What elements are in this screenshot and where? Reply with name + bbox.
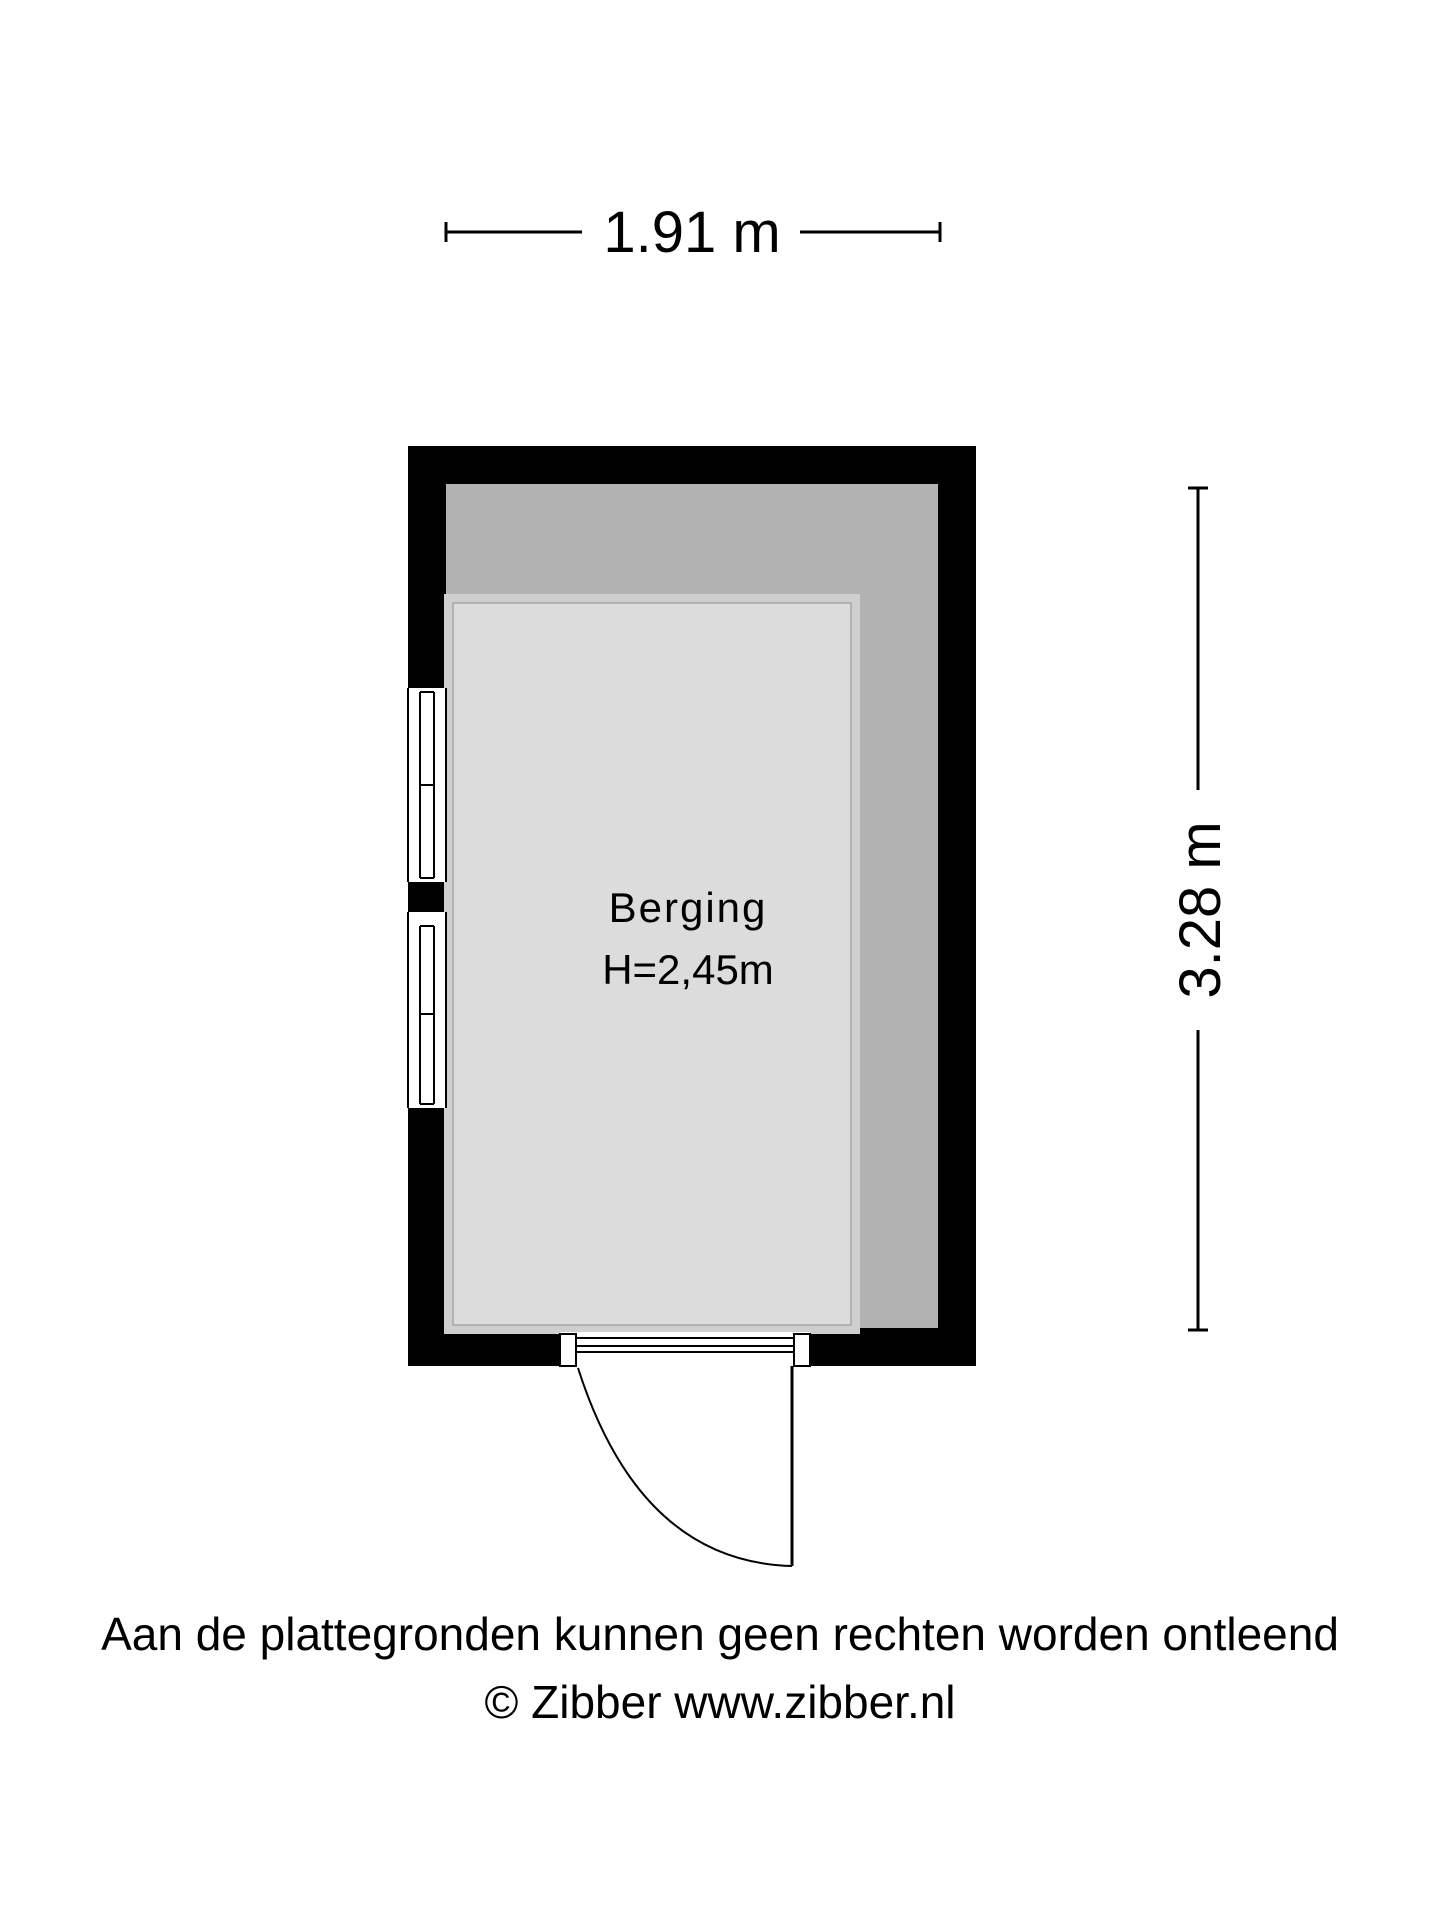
room-height: H=2,45m bbox=[602, 946, 774, 993]
room-name: Berging bbox=[608, 884, 768, 931]
window-upper bbox=[408, 688, 446, 882]
width-dimension bbox=[446, 200, 940, 265]
width-label: 1.91 m bbox=[603, 200, 781, 265]
depth-dimension bbox=[1168, 488, 1233, 1330]
depth-label: 3.28 m bbox=[1168, 821, 1233, 999]
door bbox=[560, 1332, 810, 1566]
window-lower bbox=[408, 912, 446, 1108]
footer-disclaimer: Aan de plattegronden kunnen geen rechten worden ontleend bbox=[101, 1608, 1339, 1660]
footer-copyright: © Zibber www.zibber.nl bbox=[484, 1676, 956, 1728]
